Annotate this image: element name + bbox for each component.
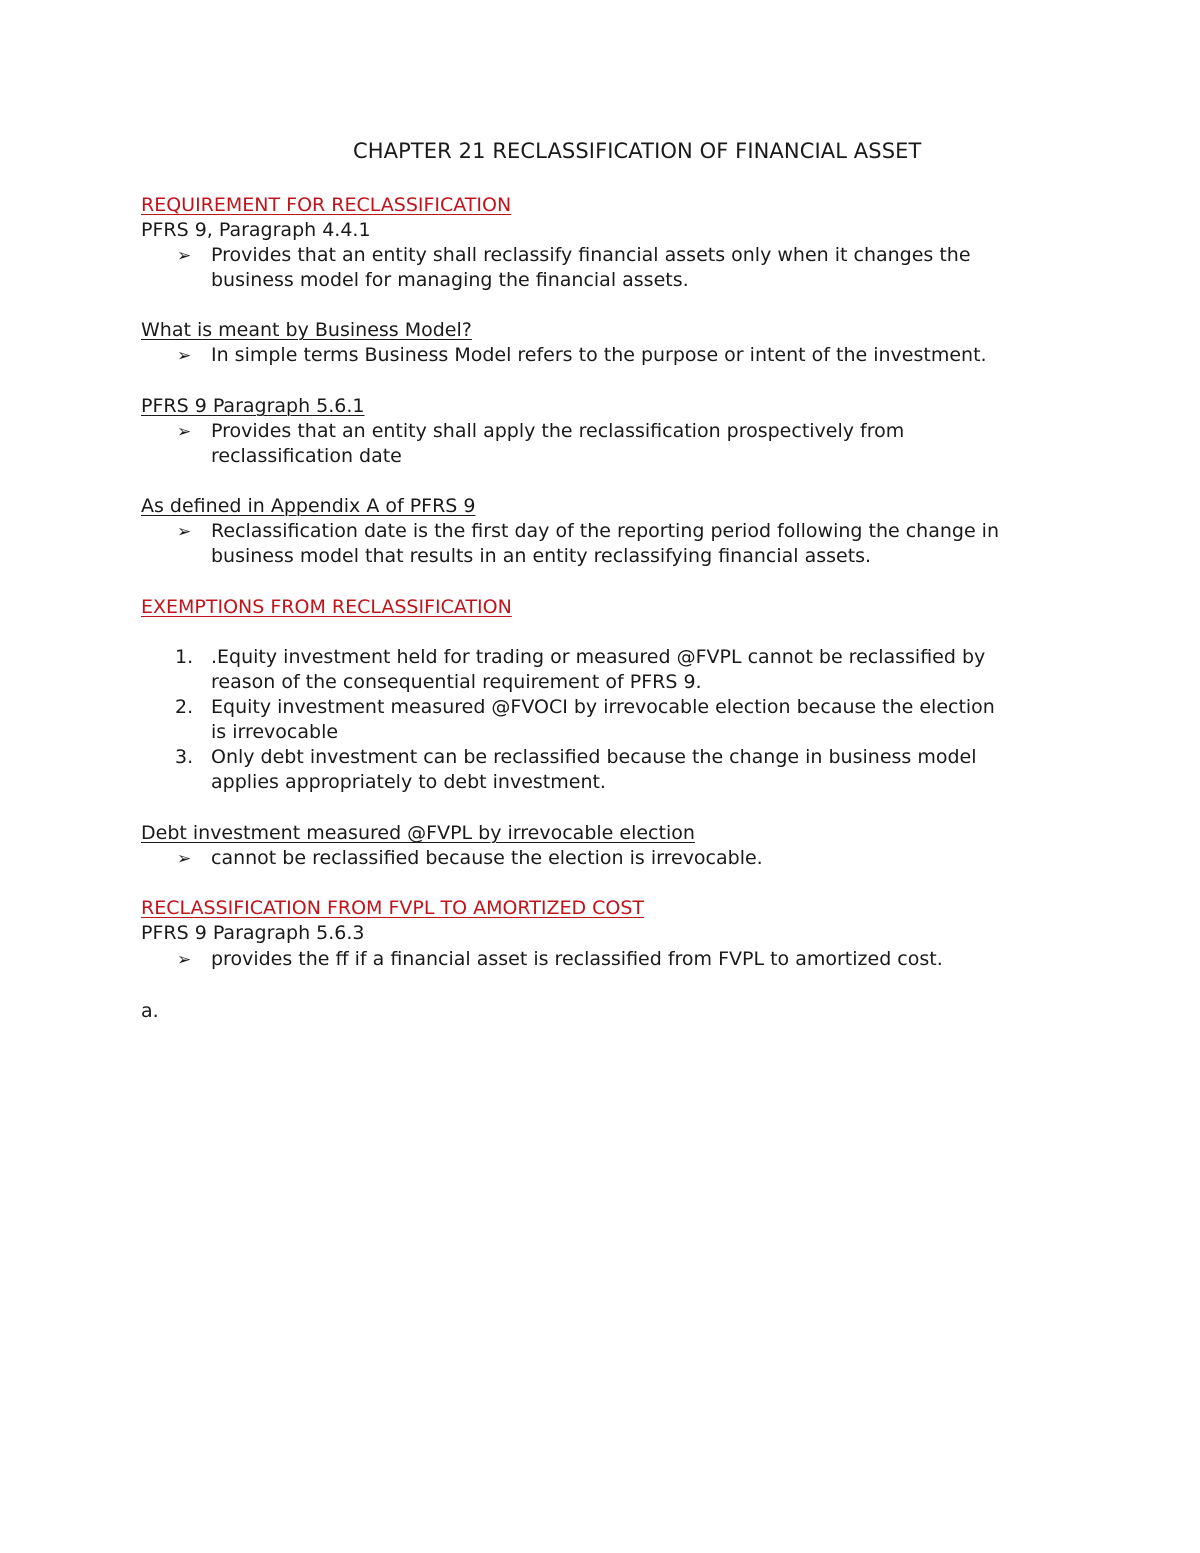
bullet-text-continued: business model for managing the financial assets. xyxy=(211,269,689,291)
bullet-text-continued: business model that results in an entity reclassifying financial assets. xyxy=(211,545,872,567)
subheading-pfrs9-4-4-1: PFRS 9, Paragraph 4.4.1 xyxy=(141,219,371,241)
list-item-number: 2. xyxy=(175,696,194,718)
arrow-bullet-icon: ➢ xyxy=(177,346,192,366)
section-heading-business-model: What is meant by Business Model? xyxy=(141,319,472,341)
section-heading-exemptions: EXEMPTIONS FROM RECLASSIFICATION xyxy=(141,596,512,618)
trailing-list-marker: a. xyxy=(141,1000,159,1022)
section-heading-appendix-a: As defined in Appendix A of PFRS 9 xyxy=(141,495,476,517)
arrow-bullet-icon: ➢ xyxy=(177,422,192,442)
list-item-text-continued: applies appropriately to debt investment. xyxy=(211,771,606,793)
bullet-text: Provides that an entity shall reclassify financial assets only when it changes the xyxy=(211,244,971,266)
bullet-text: Provides that an entity shall apply the reclassification prospectively from xyxy=(211,420,905,442)
bullet-text: Reclassification date is the first day of the reporting period following the change in xyxy=(211,520,999,542)
arrow-bullet-icon: ➢ xyxy=(177,246,192,266)
arrow-bullet-icon: ➢ xyxy=(177,522,192,542)
list-item-text: .Equity investment held for trading or measured @FVPL cannot be reclassified by xyxy=(211,646,986,668)
bullet-text-continued: reclassification date xyxy=(211,445,402,467)
list-item-number: 3. xyxy=(175,746,194,768)
section-heading-fvpl-to-amortized: RECLASSIFICATION FROM FVPL TO AMORTIZED COST xyxy=(141,897,645,919)
bullet-text: cannot be reclassified because the election is irrevocable. xyxy=(211,847,763,869)
page-title: CHAPTER 21 RECLASSIFICATION OF FINANCIAL ASSET xyxy=(353,139,922,163)
bullet-text: provides the ff if a financial asset is reclassified from FVPL to amortized cost. xyxy=(211,948,943,970)
bullet-text: In simple terms Business Model refers to the purpose or intent of the investment. xyxy=(211,344,987,366)
section-heading-pfrs9-5-6-1: PFRS 9 Paragraph 5.6.1 xyxy=(141,395,365,417)
arrow-bullet-icon: ➢ xyxy=(177,849,192,869)
section-heading-debt-fvpl: Debt investment measured @FVPL by irrevocable election xyxy=(141,822,695,844)
subheading-pfrs9-5-6-3: PFRS 9 Paragraph 5.6.3 xyxy=(141,922,365,944)
arrow-bullet-icon: ➢ xyxy=(177,950,192,970)
list-item-text: Only debt investment can be reclassified because the change in business model xyxy=(211,746,977,768)
list-item-number: 1. xyxy=(175,646,194,668)
section-heading-requirement: REQUIREMENT FOR RECLASSIFICATION xyxy=(141,194,512,216)
list-item-text-continued: is irrevocable xyxy=(211,721,339,743)
list-item-text-continued: reason of the consequential requirement of PFRS 9. xyxy=(211,671,702,693)
list-item-text: Equity investment measured @FVOCI by irrevocable election because the election xyxy=(211,696,995,718)
